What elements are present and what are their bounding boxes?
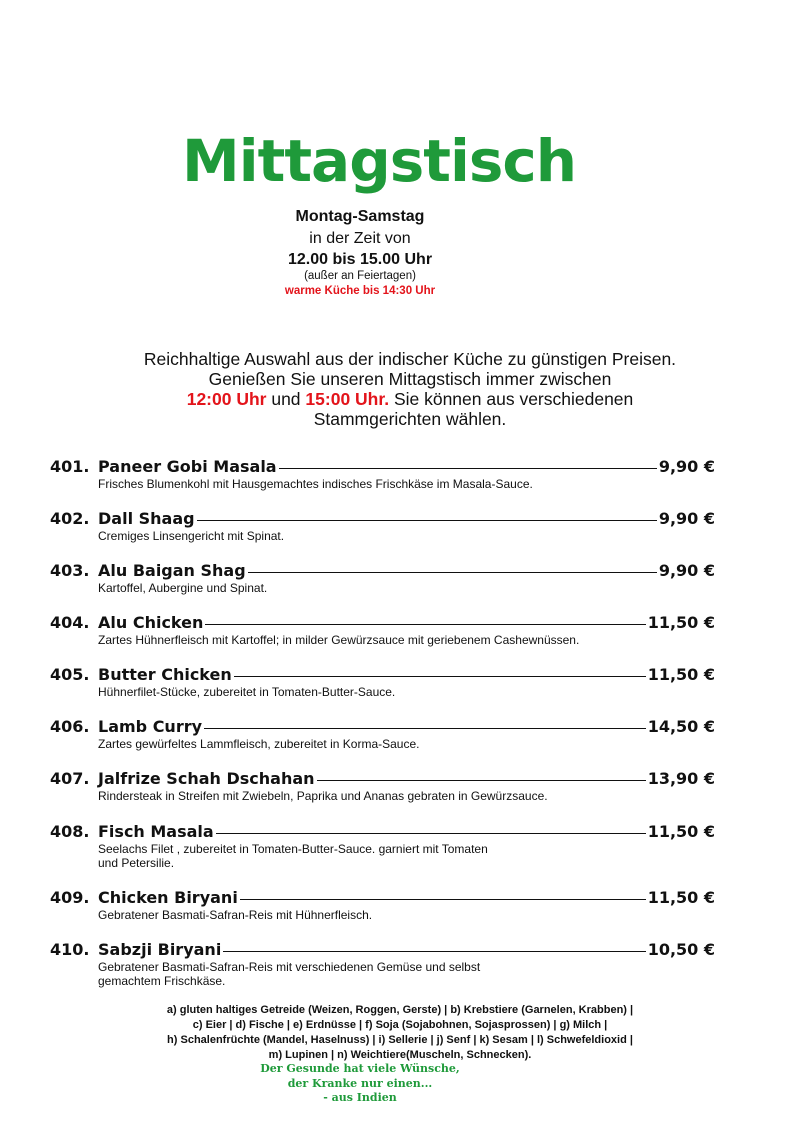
days-label: Montag-Samstag xyxy=(295,208,425,225)
leader-line xyxy=(240,899,646,900)
menu-item xyxy=(50,665,715,699)
item-name: Jalfrize Schah Dschahan xyxy=(98,769,315,788)
item-price: 9,90 € xyxy=(658,561,715,580)
item-price: 11,50 € xyxy=(647,665,715,684)
allergen-line: a) gluten haltiges Getreide (Weizen, Roggen, Gerste) | b) Krebstiere (Garnelen, Krabben) | xyxy=(166,1004,634,1016)
item-price: 11,50 € xyxy=(647,613,715,632)
item-description xyxy=(98,685,715,699)
desc-line: Kartoffel, Aubergine und Spinat. xyxy=(98,581,268,595)
allergen-line: m) Lupinen | n) Weichtiere(Muscheln, Schnecken). xyxy=(268,1049,532,1061)
leader-line xyxy=(279,468,657,469)
desc-line: Frisches Blumenkohl mit Hausgemachtes indisches Frischkäse im Masala-Sauce. xyxy=(98,477,533,491)
item-name: Paneer Gobi Masala xyxy=(98,457,277,476)
quote-line: Der Gesunde hat viele Wünsche, xyxy=(260,1062,460,1075)
item-number: 405. xyxy=(50,665,90,684)
item-price: 10,50 € xyxy=(647,940,715,959)
intro-line: Genießen Sie unseren Mittagstisch immer zwischen xyxy=(208,369,612,389)
leader-line xyxy=(197,520,657,521)
item-number: 404. xyxy=(50,613,90,632)
item-price: 11,50 € xyxy=(647,888,715,907)
quote-source: - aus Indien xyxy=(323,1091,397,1104)
item-name: Dall Shaag xyxy=(98,509,195,528)
intro-line-rest: Sie können aus verschiedenen xyxy=(389,389,634,409)
menu-item xyxy=(50,457,715,491)
menu-item xyxy=(50,717,715,751)
item-number: 401. xyxy=(50,457,90,476)
item-name: Lamb Curry xyxy=(98,717,203,736)
leader-line xyxy=(204,728,646,729)
menu-item xyxy=(50,561,715,595)
leader-line xyxy=(205,624,645,625)
desc-line: Cremiges Linsengericht mit Spinat. xyxy=(98,529,285,543)
intro-line xyxy=(120,389,700,409)
item-description xyxy=(98,477,715,491)
item-price: 13,90 € xyxy=(647,769,715,788)
quote-line: der Kranke nur einen... xyxy=(287,1076,433,1090)
desc-line: Gebratener Basmati-Safran-Reis mit Hühnerfleisch. xyxy=(98,908,373,922)
desc-line: Hühnerfilet-Stücke, zubereitet in Tomaten-Butter-Sauce. xyxy=(98,685,396,699)
opening-hours: 12.00 bis 15.00 Uhr xyxy=(287,251,433,268)
leader-line xyxy=(216,833,646,834)
intro-text xyxy=(120,349,700,429)
item-description xyxy=(98,581,715,595)
menu-item xyxy=(50,822,715,870)
desc-line: gemachtem Frischkäse. xyxy=(98,974,226,988)
item-price: 9,90 € xyxy=(658,457,715,476)
leader-line xyxy=(248,572,657,573)
leader-line xyxy=(317,780,646,781)
item-number: 409. xyxy=(50,888,90,907)
item-price: 11,50 € xyxy=(647,822,715,841)
intro-time-start: 12:00 Uhr xyxy=(186,389,267,409)
intro-time-end: 15:00 Uhr. xyxy=(305,389,390,409)
kitchen-note: warme Küche bis 14:30 Uhr xyxy=(284,285,436,297)
item-description xyxy=(98,737,715,751)
item-name: Fisch Masala xyxy=(98,822,214,841)
menu-item xyxy=(50,769,715,803)
allergen-line: c) Eier | d) Fische | e) Erdnüsse | f) Soja (Sojabohnen, Sojasprossen) | g) Milch | xyxy=(192,1019,608,1031)
leader-line xyxy=(223,951,645,952)
intro-line: Reichhaltige Auswahl aus der indischer Küche zu günstigen Preisen. xyxy=(143,349,677,369)
item-number: 407. xyxy=(50,769,90,788)
item-price: 9,90 € xyxy=(658,509,715,528)
time-prefix: in der Zeit von xyxy=(309,230,411,247)
item-name: Alu Chicken xyxy=(98,613,204,632)
desc-line: Gebratener Basmati-Safran-Reis mit verschiedenen Gemüse und selbst xyxy=(98,960,481,974)
item-description xyxy=(98,789,715,803)
item-number: 406. xyxy=(50,717,90,736)
quote xyxy=(220,1062,500,1106)
menu-item xyxy=(50,509,715,543)
menu-item xyxy=(50,888,715,922)
item-description xyxy=(98,908,715,922)
page-title: Mittagstisch xyxy=(182,127,577,195)
allergen-list xyxy=(120,1003,680,1063)
item-description xyxy=(98,633,715,647)
desc-line: Rindersteak in Streifen mit Zwiebeln, Paprika und Ananas gebraten in Gewürzsauce. xyxy=(98,789,548,803)
intro-line: Stammgerichten wählen. xyxy=(313,409,507,429)
item-name: Alu Baigan Shag xyxy=(98,561,246,580)
desc-line: Seelachs Filet , zubereitet in Tomaten-Butter-Sauce. garniert mit Tomaten xyxy=(98,842,488,856)
item-price: 14,50 € xyxy=(647,717,715,736)
item-number: 410. xyxy=(50,940,90,959)
desc-line: und Petersilie. xyxy=(98,856,175,870)
item-number: 402. xyxy=(50,509,90,528)
desc-line: Zartes Hühnerfleisch mit Kartoffel; in milder Gewürzsauce mit geriebenem Cashewnüssen. xyxy=(98,633,580,647)
item-description xyxy=(98,529,715,543)
item-name: Chicken Biryani xyxy=(98,888,238,907)
item-number: 408. xyxy=(50,822,90,841)
item-name: Butter Chicken xyxy=(98,665,232,684)
item-description xyxy=(98,960,715,988)
item-description xyxy=(98,842,715,870)
item-number: 403. xyxy=(50,561,90,580)
desc-line: Zartes gewürfeltes Lammfleisch, zubereitet in Korma-Sauce. xyxy=(98,737,420,751)
item-name: Sabzji Biryani xyxy=(98,940,222,959)
menu-item xyxy=(50,613,715,647)
holiday-note: (außer an Feiertagen) xyxy=(304,270,416,282)
allergen-line: h) Schalenfrüchte (Mandel, Haselnuss) | i) Sellerie | j) Senf | k) Sesam | l) Schwefeldioxid | xyxy=(167,1034,633,1046)
leader-line xyxy=(234,676,646,677)
intro-and: und xyxy=(266,389,306,409)
menu-item xyxy=(50,940,715,988)
